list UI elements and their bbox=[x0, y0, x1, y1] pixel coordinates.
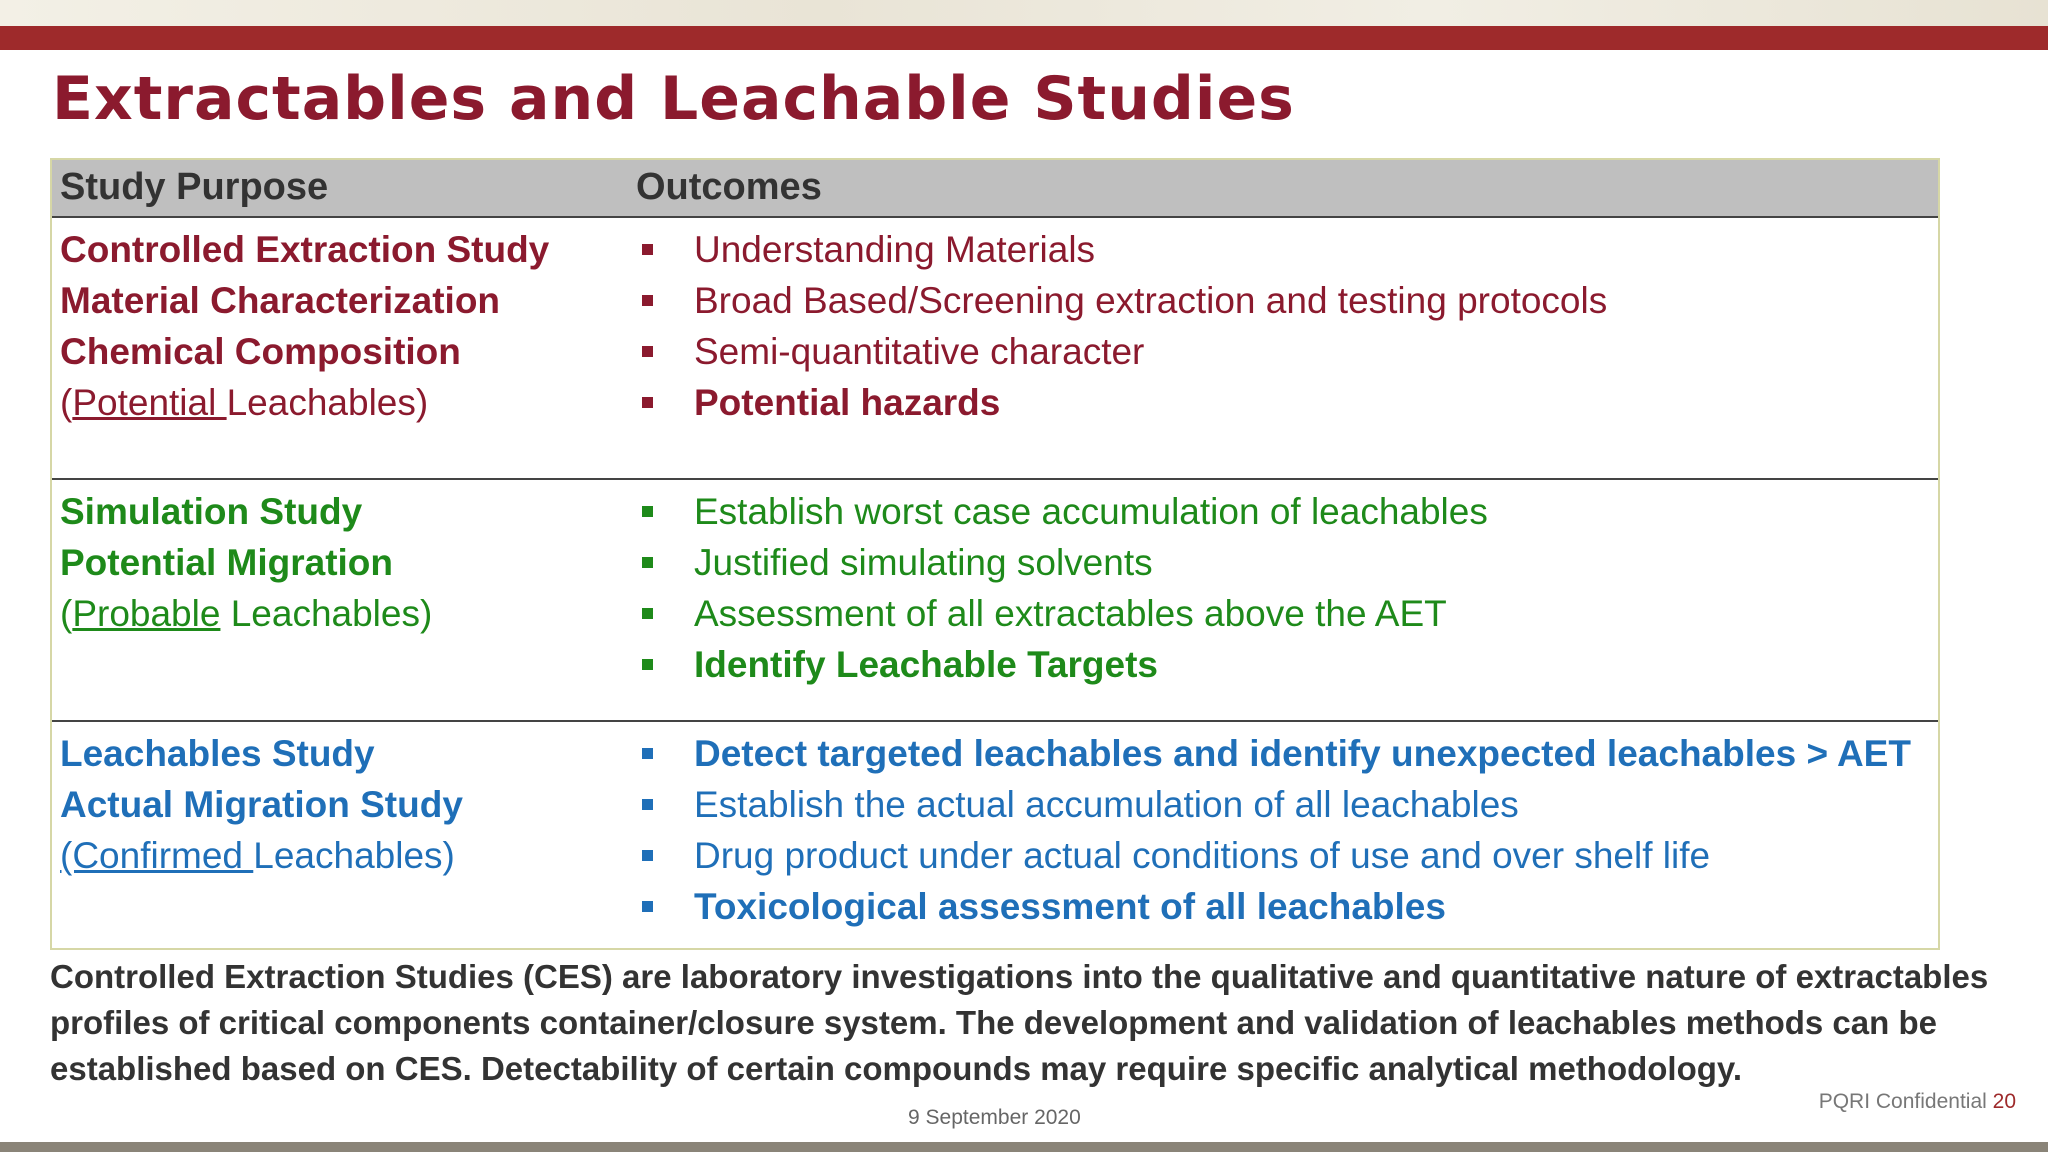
bullet-square-icon bbox=[642, 557, 653, 568]
note-rest: Leachables) bbox=[226, 382, 429, 423]
outcome-item bbox=[636, 639, 1488, 690]
purpose-note bbox=[60, 377, 630, 428]
underlined-term: Probable bbox=[72, 593, 221, 634]
outcome-text: Identify Leachable Targets bbox=[694, 644, 1158, 685]
table-header-row bbox=[52, 160, 1938, 218]
page-number: 20 bbox=[1992, 1090, 2016, 1113]
header-accent-bar bbox=[0, 26, 2048, 50]
outcome-item bbox=[636, 779, 1911, 830]
underlined-term: (Confirmed bbox=[60, 835, 254, 876]
outcome-text: Justified simulating solvents bbox=[694, 542, 1153, 583]
purpose-note bbox=[60, 588, 630, 639]
outcome-text: Toxicological assessment of all leachables bbox=[694, 886, 1446, 927]
purpose-line: Controlled Extraction Study bbox=[60, 229, 550, 270]
outcomes-list bbox=[636, 728, 1911, 932]
bullet-square-icon bbox=[642, 397, 653, 408]
purpose-line: Actual Migration Study bbox=[60, 784, 463, 825]
note-rest: Leachables) bbox=[220, 593, 433, 634]
outcome-text: Detect targeted leachables and identify unexpected leachables > AET bbox=[694, 733, 1911, 774]
outcome-text: Establish the actual accumulation of all leachables bbox=[694, 784, 1519, 825]
bullet-square-icon bbox=[642, 295, 653, 306]
purpose-line: Chemical Composition bbox=[60, 331, 461, 372]
bullet-square-icon bbox=[642, 901, 653, 912]
footer-confidential bbox=[1819, 1090, 2016, 1114]
header-outcomes: Outcomes bbox=[636, 166, 822, 208]
study-purpose-cell bbox=[60, 728, 630, 881]
note-line: established based on CES. Detectability of certain compounds may require specific analytical methodology. bbox=[50, 1050, 1742, 1087]
purpose-note bbox=[60, 830, 630, 881]
outcome-text: Drug product under actual conditions of use and over shelf life bbox=[694, 835, 1711, 876]
note-line: profiles of critical components container/closure system. The development and validation of leachables methods can be bbox=[50, 1004, 1937, 1041]
outcome-item bbox=[636, 830, 1911, 881]
table-row-simulation bbox=[52, 480, 1938, 722]
slide-title: Extractables and Leachable Studies bbox=[52, 64, 1295, 134]
outcome-item bbox=[636, 377, 1607, 428]
purpose-line: Material Characterization bbox=[60, 280, 501, 321]
purpose-line: Potential Migration bbox=[60, 542, 393, 583]
outcome-item bbox=[636, 224, 1607, 275]
outcome-item bbox=[636, 326, 1607, 377]
outcome-item bbox=[636, 537, 1488, 588]
bullet-square-icon bbox=[642, 608, 653, 619]
note-line: Controlled Extraction Studies (CES) are laboratory investigations into the qualitative and quantitative nature of extractables bbox=[50, 958, 1989, 995]
study-purpose-cell bbox=[60, 224, 630, 428]
footer-bar bbox=[0, 1142, 2048, 1152]
bullet-square-icon bbox=[642, 244, 653, 255]
outcome-text: Potential hazards bbox=[694, 382, 1001, 423]
header-study-purpose: Study Purpose bbox=[60, 166, 329, 208]
purpose-line: Simulation Study bbox=[60, 491, 363, 532]
studies-table bbox=[50, 158, 1940, 950]
outcome-text: Assessment of all extractables above the AET bbox=[694, 593, 1447, 634]
underlined-term: Potential bbox=[72, 382, 227, 423]
outcome-text: Understanding Materials bbox=[694, 229, 1096, 270]
note-rest: Leachables) bbox=[253, 835, 455, 876]
footer-date: 9 September 2020 bbox=[908, 1106, 1081, 1129]
table-row-leachables bbox=[52, 722, 1938, 950]
outcome-text: Broad Based/Screening extraction and testing protocols bbox=[694, 280, 1608, 321]
bullet-square-icon bbox=[642, 748, 653, 759]
outcomes-list bbox=[636, 224, 1607, 428]
outcome-item bbox=[636, 486, 1488, 537]
outcome-item bbox=[636, 728, 1911, 779]
bullet-square-icon bbox=[642, 850, 653, 861]
outcome-item bbox=[636, 588, 1488, 639]
outcome-text: Establish worst case accumulation of leachables bbox=[694, 491, 1488, 532]
outcome-text: Semi-quantitative character bbox=[694, 331, 1145, 372]
outcomes-list bbox=[636, 486, 1488, 690]
outcome-item bbox=[636, 275, 1607, 326]
top-texture-band bbox=[0, 0, 2048, 28]
bullet-square-icon bbox=[642, 346, 653, 357]
paren-open: ( bbox=[60, 382, 73, 423]
paren-open: ( bbox=[60, 593, 73, 634]
bullet-square-icon bbox=[642, 659, 653, 670]
ces-explanation-note bbox=[50, 954, 2020, 1092]
confidential-label: PQRI Confidential bbox=[1818, 1090, 1987, 1113]
bullet-square-icon bbox=[642, 506, 653, 517]
purpose-line: Leachables Study bbox=[60, 733, 375, 774]
outcome-item bbox=[636, 881, 1911, 932]
table-row-controlled-extraction bbox=[52, 218, 1938, 480]
study-purpose-cell bbox=[60, 486, 630, 639]
bullet-square-icon bbox=[642, 799, 653, 810]
